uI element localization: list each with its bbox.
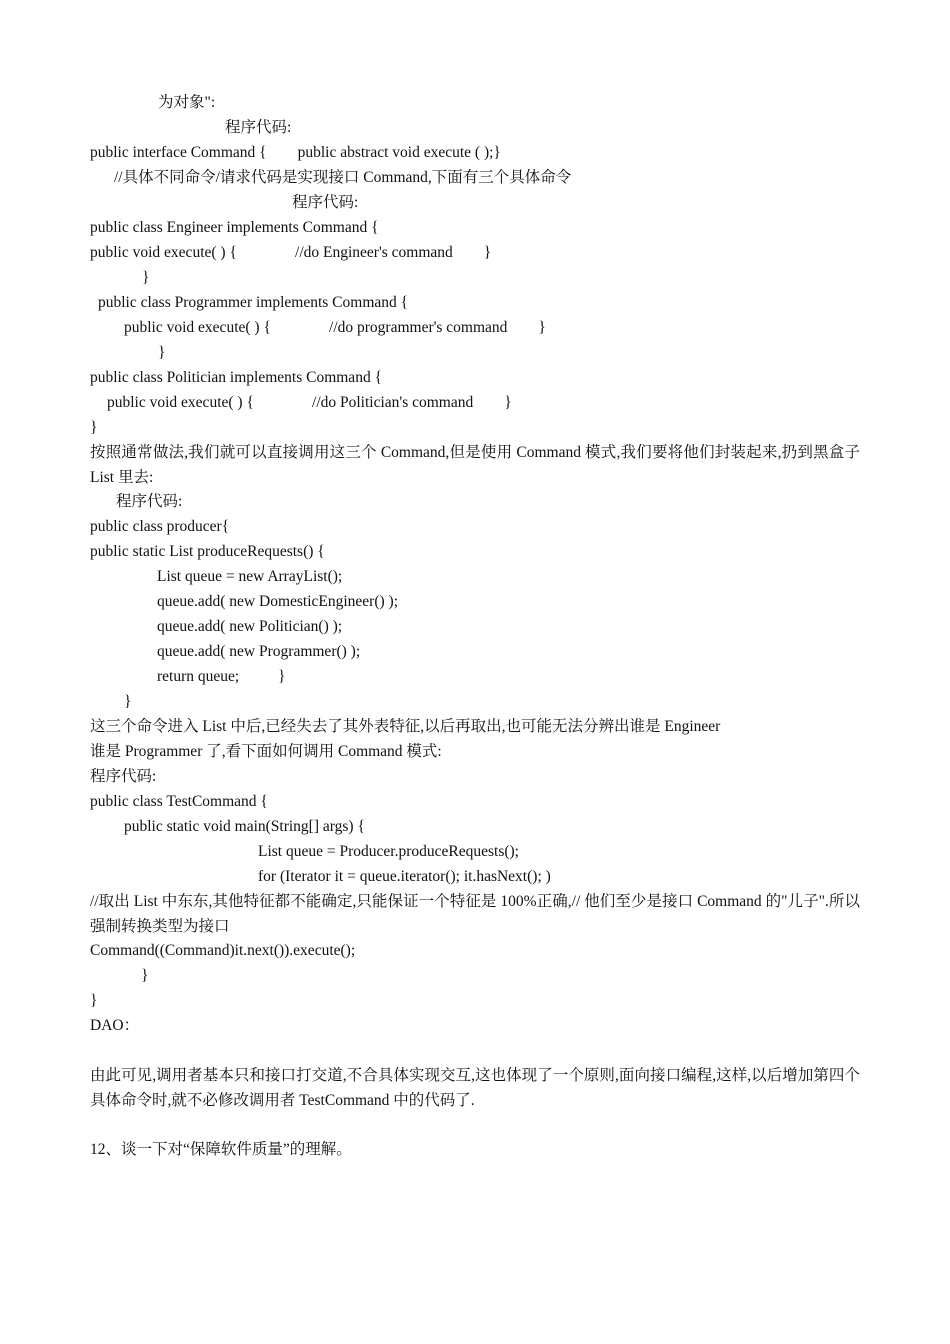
text-line: 为对象":	[158, 94, 216, 111]
text-line: DAO：	[90, 1017, 140, 1034]
code-line: }	[124, 693, 132, 710]
code-caption: 程序代码:	[292, 194, 359, 211]
code-line: public class TestCommand {	[90, 793, 268, 810]
paragraph: 由此可见,调用者基本只和接口打交道,不合具体实现交互,这也体现了一个原则,面向接口编程,这样,以后增加第四个具体命令时,就不必修改调用者 TestCommand 中的代码了.	[90, 1067, 860, 1109]
paragraph: 按照通常做法,我们就可以直接调用这三个 Command,但是使用 Command 模式,我们要将他们封装起来,扔到黑盒子 List 里去:	[90, 444, 860, 486]
code-line: for (Iterator it = queue.iterator(); it.hasNext(); )	[258, 868, 551, 885]
code-line: return queue; }	[157, 668, 286, 685]
code-line: }	[142, 269, 150, 286]
code-line: public static List produceRequests() {	[90, 543, 325, 560]
code-line: queue.add( new DomesticEngineer() );	[157, 593, 399, 610]
code-line: public interface Command { public abstract void execute ( );}	[90, 144, 501, 161]
text-line: //具体不同命令/请求代码是实现接口 Command,下面有三个具体命令	[114, 169, 572, 186]
code-caption: 程序代码:	[225, 119, 292, 136]
code-line: public class Politician implements Command {	[90, 369, 383, 386]
code-line: queue.add( new Programmer() );	[157, 643, 361, 660]
code-caption: 程序代码:	[116, 493, 183, 510]
code-line: }	[141, 967, 149, 984]
code-line: public class Engineer implements Command {	[90, 219, 379, 236]
code-line: public static void main(String[] args) {	[124, 818, 365, 835]
code-caption: 程序代码:	[90, 768, 157, 785]
code-line: }	[158, 344, 166, 361]
code-line: public void execute( ) { //do Politician's command }	[107, 394, 512, 411]
code-line: public class producer{	[90, 518, 230, 535]
text-line: 谁是 Programmer 了,看下面如何调用 Command 模式:	[90, 743, 442, 760]
question-heading: 12、谈一下对“保障软件质量”的理解。	[90, 1141, 352, 1158]
code-line: public class Programmer implements Command {	[98, 294, 409, 311]
code-line: List queue = Producer.produceRequests();	[258, 843, 519, 860]
code-line: }	[90, 992, 98, 1009]
paragraph: //取出 List 中东东,其他特征都不能确定,只能保证一个特征是 100%正确,// 他们至少是接口 Command 的"儿子".所以强制转换类型为接口	[90, 893, 860, 935]
code-line: queue.add( new Politician() );	[157, 618, 343, 635]
code-line: List queue = new ArrayList();	[157, 568, 343, 585]
code-line: Command((Command)it.next()).execute();	[90, 942, 356, 959]
code-line: }	[90, 419, 98, 436]
code-line: public void execute( ) { //do programmer's command }	[124, 319, 546, 336]
code-line: public void execute( ) { //do Engineer's command }	[90, 244, 492, 261]
text-line: 这三个命令进入 List 中后,已经失去了其外表特征,以后再取出,也可能无法分辨出谁是 Engineer	[90, 718, 721, 735]
